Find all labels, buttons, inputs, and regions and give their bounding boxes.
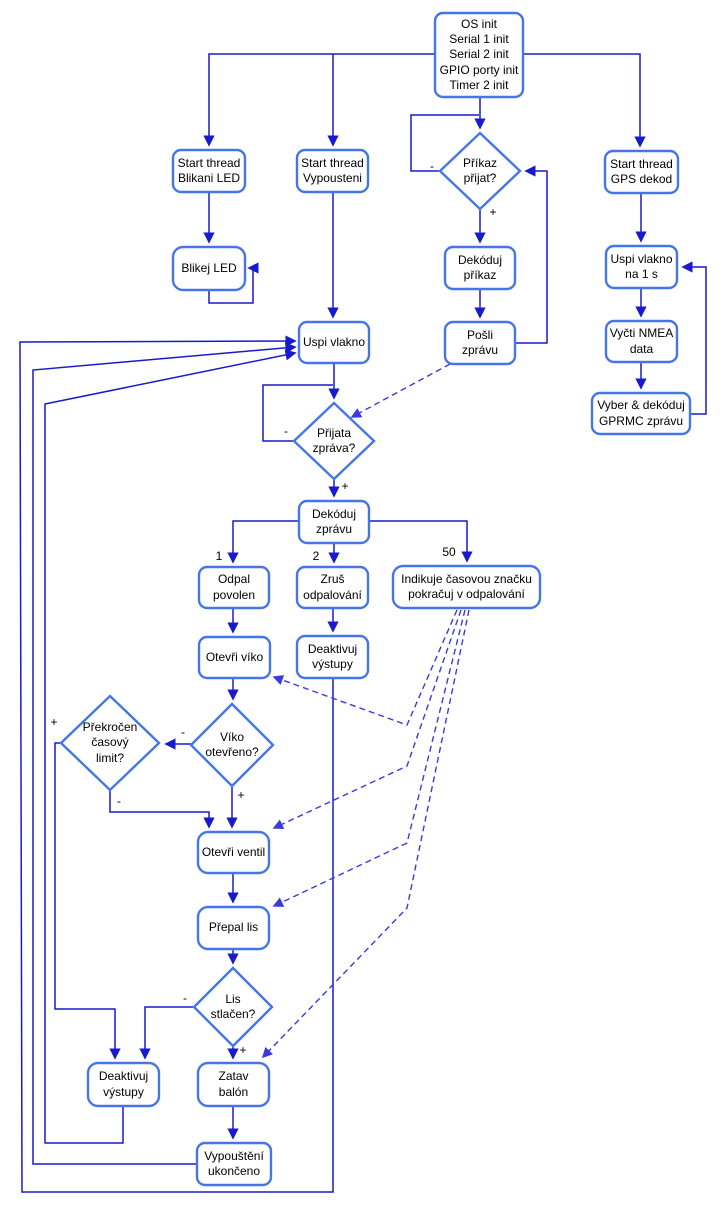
node-odpal-povolen-label: Odpal povolen xyxy=(212,572,256,602)
node-zatav-balon-label: Zatav balón xyxy=(218,1069,249,1099)
node-prekrocen-limit-shape xyxy=(61,696,159,790)
node-vypousteni-ukonceno-label: Vypouštění ukončeno xyxy=(204,1148,264,1178)
node-prikaz-prijat-shape xyxy=(440,133,520,209)
node-os-init-shape xyxy=(435,13,523,97)
node-otevri-ventil-shape xyxy=(198,832,269,873)
node-odpal-povolen-shape xyxy=(199,567,269,608)
node-dekoduj-zpravu-label: Dekóduj zprávu xyxy=(311,506,357,536)
node-vycti-nmea-shape xyxy=(606,321,677,362)
node-prepal-lis-label: Přepal lis xyxy=(208,920,259,935)
node-lis-stlacen-label: Lis stlačen? xyxy=(210,991,256,1021)
branch-label-viko-minus: - xyxy=(181,725,185,739)
node-vycti-nmea-label: Vyčti NMEA data xyxy=(609,326,674,356)
edge-init-to-blikani xyxy=(209,54,435,145)
node-vyber-gprmc-shape xyxy=(592,393,690,434)
node-uspi-vlakno-1s-label: Uspi vlakno na 1 s xyxy=(610,251,673,281)
node-start-thread-gps-label: Start thread GPS dekod xyxy=(610,156,673,186)
node-otevri-ventil-label: Otevři ventil xyxy=(201,844,266,859)
node-deaktivuj-vystupy-2-shape xyxy=(297,636,368,678)
node-deaktivuj-vystupy-1-shape xyxy=(88,1063,159,1106)
node-uspi-vlakno-1s-shape xyxy=(606,246,677,288)
node-start-thread-vypousteni-label: Start thread Vypousteni xyxy=(301,155,364,185)
branch-label-viko-plus: + xyxy=(237,788,245,802)
node-viko-otevreno-shape xyxy=(191,704,273,786)
branch-label-prikaz-plus: + xyxy=(489,205,497,219)
edge-deaktivuj2-loop-to-uspi xyxy=(20,341,333,1192)
edge-dekzpravu-to-odpal xyxy=(233,521,299,562)
edge-lis-minus-to-deaktivuj1 xyxy=(145,1007,194,1058)
node-start-thread-blikani-shape xyxy=(173,150,245,192)
branch-label-2: 2 xyxy=(312,549,320,563)
node-otevri-viko-shape xyxy=(199,637,270,678)
node-otevri-viko-label: Otevři víko xyxy=(205,649,264,664)
branch-label-50: 50 xyxy=(442,545,456,559)
node-prijata-zprava-shape xyxy=(294,403,374,479)
edge-posli-to-prijata-dashed xyxy=(352,364,450,417)
node-blikej-led-label: Blikej LED xyxy=(181,260,237,275)
node-prepal-lis-shape xyxy=(198,907,269,949)
edge-gprmc-loop-to-uspi1s xyxy=(683,267,706,414)
node-posli-zpravu-shape xyxy=(445,322,515,364)
node-deaktivuj-vystupy-2-label: Deaktivuj výstupy xyxy=(307,641,358,671)
node-deaktivuj-vystupy-1-label: Deaktivuj výstupy xyxy=(98,1069,149,1099)
node-viko-otevreno-label: Víko otevřeno? xyxy=(205,729,259,759)
edge-prekrocen-minus xyxy=(110,790,209,827)
node-indikuje-znacku-label: Indikuje časovou značku pokračuj v odpalování xyxy=(401,571,532,601)
edge-init-to-gps xyxy=(523,54,640,146)
node-os-init-label: OS init Serial 1 init Serial 2 init GPIO porty init Timer 2 init xyxy=(439,16,519,93)
edge-prekrocen-plus-to-deaktivuj1 xyxy=(55,743,115,1058)
branch-label-prekrocen-plus: + xyxy=(50,715,58,729)
node-uspi-vlakno-shape xyxy=(299,322,369,363)
node-prekrocen-limit-label: Překročen časový limit? xyxy=(82,719,138,765)
node-uspi-vlakno-label: Uspi vlakno xyxy=(302,334,366,349)
edge-posli-to-prikaz xyxy=(515,171,547,343)
node-zrus-odpalovani-label: Zruš odpalování xyxy=(303,572,362,602)
node-start-thread-blikani-label: Start thread Blikani LED xyxy=(177,155,241,185)
node-blikej-led-shape xyxy=(173,247,245,290)
node-dekoduj-zpravu-shape xyxy=(299,501,369,543)
node-dekoduj-prikaz-shape xyxy=(445,247,515,289)
node-start-thread-gps-shape xyxy=(605,151,678,193)
branch-label-prekrocen-minus: - xyxy=(117,794,121,808)
node-vyber-gprmc-label: Vyber & dekóduj GPRMC zprávu xyxy=(597,398,685,428)
node-indikuje-znacku-shape xyxy=(393,566,540,608)
node-dekoduj-prikaz-label: Dekóduj příkaz xyxy=(457,252,503,282)
branch-label-prijata-minus: - xyxy=(284,424,288,438)
branch-label-lis-plus: + xyxy=(239,1043,247,1057)
edge-dekzpravu-to-indikuje xyxy=(369,521,467,561)
branch-label-lis-minus: - xyxy=(183,991,187,1005)
node-vypousteni-ukonceno-shape xyxy=(197,1143,271,1185)
node-prijata-zprava-label: Přijata zpráva? xyxy=(312,425,356,455)
node-start-thread-vypousteni-shape xyxy=(297,150,368,192)
node-posli-zpravu-label: Pošli zprávu xyxy=(461,327,499,357)
branch-label-1: 1 xyxy=(215,549,223,563)
branch-label-prikaz-minus: - xyxy=(430,159,434,173)
node-zrus-odpalovani-shape xyxy=(297,567,368,608)
branch-label-prijata-plus: + xyxy=(341,479,349,493)
node-prikaz-prijat-label: Příkaz přijat? xyxy=(462,155,497,185)
node-lis-stlacen-shape xyxy=(194,968,272,1046)
node-zatav-balon-shape xyxy=(198,1063,269,1106)
